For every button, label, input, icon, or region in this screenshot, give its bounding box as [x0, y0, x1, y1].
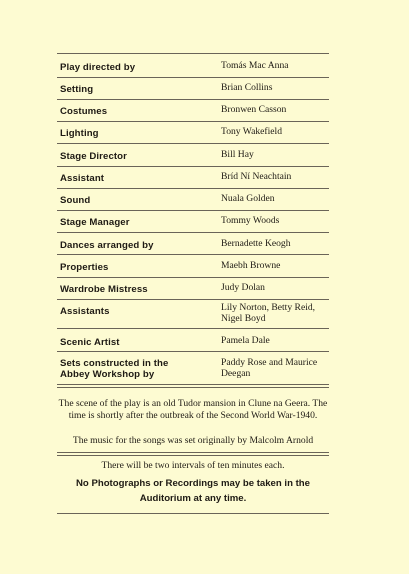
divider — [57, 143, 329, 144]
credit-role: Scenic Artist — [60, 337, 120, 348]
divider — [57, 351, 329, 352]
divider — [57, 328, 329, 329]
divider — [57, 166, 329, 167]
credit-role: Sets constructed in the Abbey Workshop by — [60, 358, 169, 380]
divider — [57, 232, 329, 233]
credit-name: Bríd Ní Neachtain — [221, 171, 292, 182]
divider-bottom — [57, 513, 329, 514]
credit-role: Play directed by — [60, 62, 136, 73]
credit-name: Lily Norton, Betty Reid, Nigel Boyd — [221, 302, 316, 324]
no-photos-notice: No Photographs or Recordings may be taken in the Auditorium at any time. — [75, 478, 311, 504]
credit-role: Setting — [60, 84, 94, 95]
intervals-note: There will be two intervals of ten minutes each. — [101, 460, 285, 471]
credit-role: Stage Director — [60, 151, 127, 162]
credit-role: Sound — [60, 195, 91, 206]
divider-double — [57, 384, 329, 388]
credit-name: Bill Hay — [221, 149, 254, 160]
divider — [57, 210, 329, 211]
credit-role: Assistant — [60, 173, 105, 184]
scene-note: The scene of the play is an old Tudor mansion in Clune na Geera. The time is shortly after the outbreak of the Second World War-1940. — [58, 398, 328, 421]
credit-name: Tomás Mac Anna — [221, 60, 289, 71]
credit-role: Wardrobe Mistress — [60, 284, 148, 295]
credit-name: Bronwen Casson — [221, 104, 287, 115]
credit-role: Assistants — [60, 306, 110, 317]
credit-name: Maebh Browne — [221, 260, 281, 271]
credit-role: Properties — [60, 262, 109, 273]
divider — [57, 77, 329, 78]
music-note: The music for the songs was set originally by Malcolm Arnold — [72, 435, 314, 446]
divider-top — [57, 53, 329, 54]
credit-name: Nuala Golden — [221, 193, 275, 204]
credit-name: Judy Dolan — [221, 282, 265, 293]
credit-role: Dances arranged by — [60, 240, 154, 251]
credit-name: Bernadette Keogh — [221, 238, 291, 249]
divider — [57, 121, 329, 122]
divider-double — [57, 452, 329, 456]
divider — [57, 99, 329, 100]
credit-role: Stage Manager — [60, 217, 130, 228]
divider — [57, 299, 329, 300]
credit-name: Tommy Woods — [221, 215, 280, 226]
divider — [57, 254, 329, 255]
divider — [57, 188, 329, 189]
credit-name: Pamela Dale — [221, 335, 270, 346]
credit-role: Costumes — [60, 106, 108, 117]
credit-role: Lighting — [60, 128, 99, 139]
divider — [57, 277, 329, 278]
credit-name: Brian Collins — [221, 82, 273, 93]
credit-name: Tony Wakefield — [221, 126, 282, 137]
credit-name: Paddy Rose and Maurice Deegan — [221, 357, 318, 379]
